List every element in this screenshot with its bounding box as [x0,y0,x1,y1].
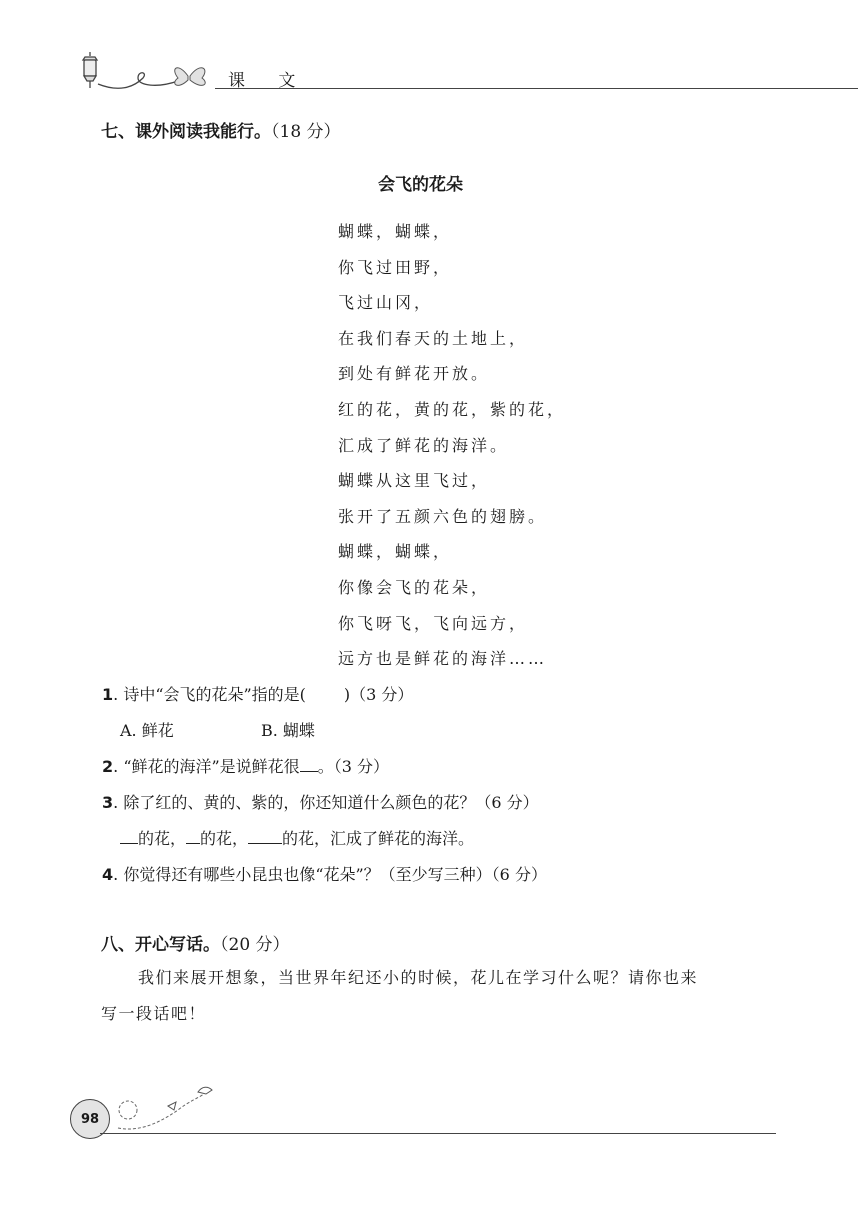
poem-line: 蝴蝶从这里飞过， [338,471,491,491]
section7-points: （18 分） [271,122,341,142]
section8-points: （20 分） [220,935,290,955]
fill-text-1: 的花， [138,829,187,848]
color-blank-2[interactable] [186,829,200,844]
option-a[interactable]: A. 鲜花 [120,721,174,740]
poem-line: 你飞过田野， [338,257,453,277]
fill-text-3: 的花，汇成了鲜花的海洋。 [282,829,475,848]
question-2-points: 。（3 分） [317,757,389,776]
footer-rule [100,1133,776,1134]
question-2-text: . “鲜花的海洋”是说鲜花很 [113,757,300,776]
color-blank-1[interactable] [120,829,138,844]
option-b[interactable]: B. 蝴蝶 [261,721,315,740]
poem-line: 蝴蝶，蝴蝶， [338,222,453,241]
poem-line: 飞过山冈， [338,293,434,313]
lamp-butterfly-decoration [78,48,218,98]
question-1-text: . 诗中“会飞的花朵”指的是( [113,685,306,704]
question-1-number: 1 [102,685,114,704]
fill-text-2: 的花， [200,829,249,848]
question-3-fill [120,826,474,849]
poem-line: 蝴蝶，蝴蝶， [338,542,453,562]
poem-line: 你飞呀飞，飞向远方， [338,613,529,633]
question-4-number: 4 [102,865,114,884]
poem-line: 张开了五颜六色的翅膀。 [338,506,548,526]
question-3-number: 3 [102,793,114,812]
answer-blank-2[interactable] [300,757,318,772]
section8-title: 八、开心写话。 [101,935,220,955]
poem-line: 汇成了鲜花的海洋。 [338,435,510,455]
section8-heading [101,930,290,955]
question-3-text: . 除了红的、黄的、紫的，你还知道什么颜色的花？（6 分） [113,793,539,812]
question-1 [102,682,413,705]
writing-prompt-line-1: 我们来展开想象，当世界年纪还小的时候，花儿在学习什么呢？请你也来 [138,968,699,987]
poem [338,220,566,683]
header-rule [215,88,858,89]
poem-line: 到处有鲜花开放。 [338,364,491,384]
poem-line: 红的花，黄的花，紫的花， [338,399,567,419]
poem-title: 会飞的花朵 [378,175,463,195]
poem-line: 远方也是鲜花的海洋…… [338,649,548,669]
question-2 [102,754,389,777]
question-2-number: 2 [102,757,114,776]
poem-line: 在我们春天的土地上， [338,328,529,348]
question-3 [102,790,539,813]
question-1-points: )（3 分） [343,685,414,704]
poem-line: 你像会飞的花朵， [338,577,491,597]
color-blank-3[interactable] [248,829,282,844]
section7-title: 七、课外阅读我能行。 [101,122,271,142]
page-number: 98 [70,1099,110,1139]
header-title: 课 文 [228,71,310,91]
question-4 [102,862,547,885]
bird-trail-decoration [108,1080,228,1136]
section7-heading [101,117,341,142]
question-4-text: . 你觉得还有哪些小昆虫也像“花朵”？（至少写三种）（6 分） [113,865,547,884]
writing-prompt-line-2: 写一段话吧！ [101,1004,207,1023]
